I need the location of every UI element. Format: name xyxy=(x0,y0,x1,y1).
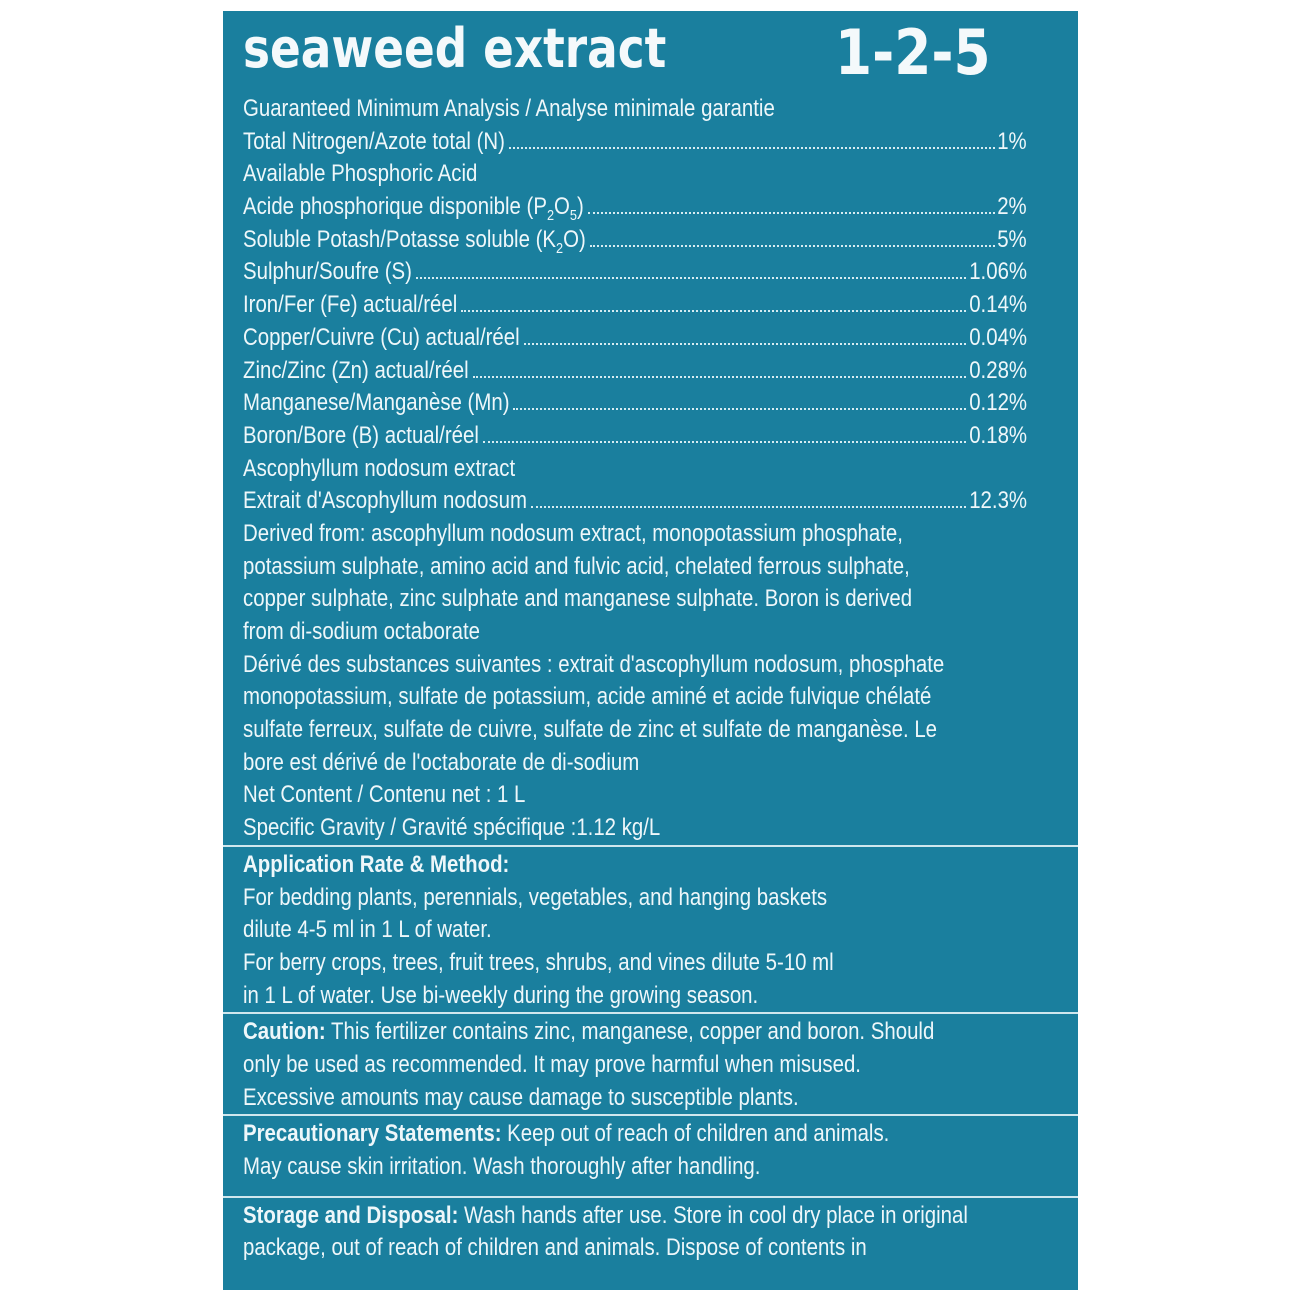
storage-section xyxy=(243,1198,1073,1265)
nutrient-name: Sulphur/Soufre (S) xyxy=(243,258,412,286)
nutrient-value: 0.04% xyxy=(969,323,1027,351)
dot-leader xyxy=(483,441,966,443)
dot-leader xyxy=(531,506,966,508)
nutrient-name: Copper/Cuivre (Cu) actual/réel xyxy=(243,323,520,351)
derived-line: potassium sulphate, amino acid and fulvic acid, chelated ferrous sulphate, xyxy=(243,552,910,580)
analysis-subheading: Ascophyllum nodosum extract xyxy=(243,454,516,482)
derived-line: sulfate ferreux, sulfate de cuivre, sulfate de zinc et sulfate de manganèse. Le xyxy=(243,716,938,744)
storage-line: package, out of reach of children and animals. Dispose of contents in xyxy=(243,1234,867,1262)
analysis-row xyxy=(243,256,1073,289)
analysis-row xyxy=(243,420,1073,453)
nutrient-value: 0.18% xyxy=(969,421,1027,449)
caution-heading: Caution: xyxy=(243,1018,326,1046)
product-label-panel xyxy=(223,11,1078,1290)
analysis-row xyxy=(243,355,1073,388)
dot-leader xyxy=(590,245,995,247)
dot-leader xyxy=(588,212,995,214)
analysis-row xyxy=(243,224,1073,257)
analysis-row xyxy=(243,191,1073,224)
dot-leader xyxy=(509,147,995,149)
derived-line: bore est dérivé de l'octaborate de di-sodium xyxy=(243,748,640,776)
storage-text: Wash hands after use. Store in cool dry place in original xyxy=(458,1201,968,1229)
analysis-row xyxy=(243,387,1073,420)
dot-leader xyxy=(513,408,966,410)
net-content: Net Content / Contenu net : 1 L xyxy=(243,781,526,809)
application-section xyxy=(243,847,1073,1012)
analysis-table xyxy=(243,126,1073,518)
nutrient-name: Soluble Potash/Potasse soluble $(K_2O)$ xyxy=(243,225,586,257)
nutrient-name: Acide phosphorique disponible $(P_2O_5)$ xyxy=(243,193,584,224)
application-line: For bedding plants, perennials, vegetables, and hanging baskets xyxy=(243,883,828,911)
precaution-text: Keep out of reach of children and animals. xyxy=(501,1120,890,1148)
nutrient-name: Zinc/Zinc (Zn) actual/réel xyxy=(243,356,469,384)
nutrient-value: 1% xyxy=(997,127,1027,155)
analysis-row xyxy=(243,289,1073,322)
nutrient-name: Manganese/Manganèse (Mn) xyxy=(243,389,510,417)
nutrient-value: 5% xyxy=(997,225,1027,253)
derived-line: copper sulphate, zinc sulphate and manganese sulphate. Boron is derived xyxy=(243,585,913,613)
analysis-subheading: Available Phosphoric Acid xyxy=(243,160,478,188)
nutrient-value: 12.3% xyxy=(969,487,1027,515)
application-heading: Application Rate & Method: xyxy=(243,850,510,878)
nutrient-value: 1.06% xyxy=(969,258,1027,286)
nutrient-name: Iron/Fer (Fe) actual/réel xyxy=(243,291,458,319)
caution-text: This fertilizer contains zinc, manganese, copper and boron. Should xyxy=(325,1018,935,1046)
dot-leader xyxy=(473,376,967,378)
label-content xyxy=(243,93,1073,1265)
caution-section xyxy=(243,1014,1073,1114)
derived-line: from di-sodium octaborate xyxy=(243,618,480,645)
nutrient-value: 0.14% xyxy=(969,291,1027,319)
derived-from-fr xyxy=(243,649,1073,780)
nutrient-name: Extrait d'Ascophyllum nodosum xyxy=(243,487,527,515)
nutrient-value: 0.12% xyxy=(969,389,1027,417)
precaution-heading: Precautionary Statements: xyxy=(243,1120,502,1148)
npk-ratio: 1-2-5 xyxy=(835,16,991,89)
product-title: seaweed extract xyxy=(243,17,667,80)
nutrient-name: Boron/Bore (B) actual/réel xyxy=(243,421,479,449)
analysis-row xyxy=(243,322,1073,355)
nutrient-name: Total Nitrogen/Azote total (N) xyxy=(243,127,505,155)
specific-gravity: Specific Gravity / Gravité spécifique :1.12 kg/L xyxy=(243,814,661,842)
derived-line: Derived from: ascophyllum nodosum extract, monopotassium phosphate, xyxy=(243,519,903,547)
analysis-row xyxy=(243,485,1073,518)
derived-from-en xyxy=(243,518,1073,649)
application-line: in 1 L of water. Use bi-weekly during the growing season. xyxy=(243,981,759,1009)
precaution-section xyxy=(243,1116,1073,1183)
nutrient-value: 0.28% xyxy=(969,356,1027,384)
dot-leader xyxy=(461,310,966,312)
storage-heading: Storage and Disposal: xyxy=(243,1201,459,1229)
application-line: dilute 4-5 ml in 1 L of water. xyxy=(243,916,492,944)
derived-line: Dérivé des substances suivantes : extrait d'ascophyllum nodosum, phosphate xyxy=(243,650,945,678)
analysis-heading: Guaranteed Minimum Analysis / Analyse minimale garantie xyxy=(243,95,775,122)
nutrient-value: 2% xyxy=(997,193,1027,221)
dot-leader xyxy=(524,343,966,345)
caution-line: only be used as recommended. It may prove harmful when misused. xyxy=(243,1050,861,1078)
precaution-line: May cause skin irritation. Wash thoroughly after handling. xyxy=(243,1153,761,1180)
derived-line: monopotassium, sulfate de potassium, acide aminé et acide fulvique chélaté xyxy=(243,683,932,711)
dot-leader xyxy=(416,277,966,279)
application-line: For berry crops, trees, fruit trees, shrubs, and vines dilute 5-10 ml xyxy=(243,948,834,976)
analysis-row xyxy=(243,126,1073,159)
caution-line: Excessive amounts may cause damage to susceptible plants. xyxy=(243,1083,799,1111)
